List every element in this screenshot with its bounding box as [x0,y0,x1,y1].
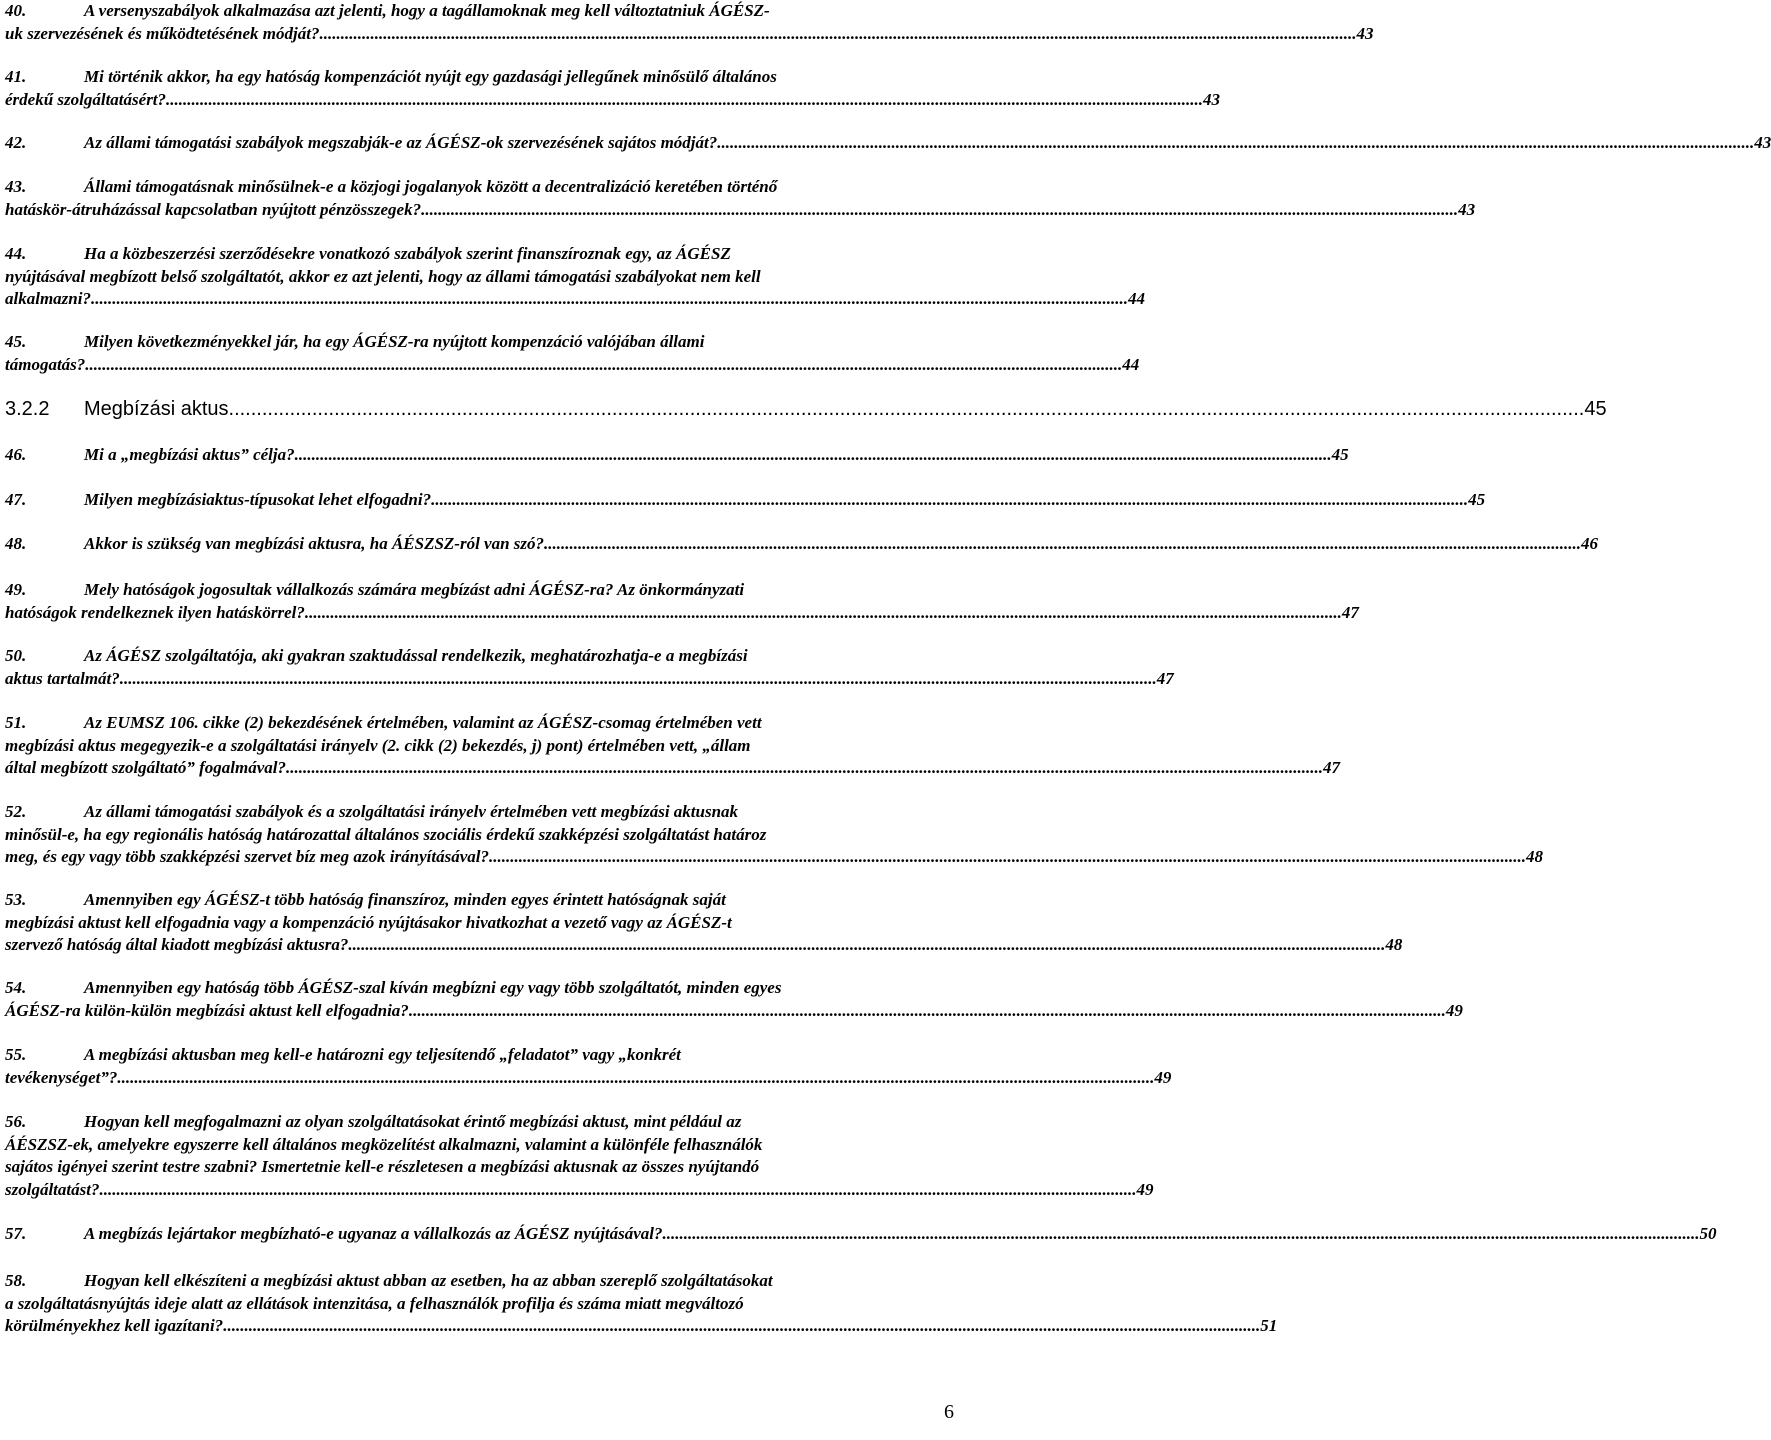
toc-entry-text: Milyen következményekkel jár, ha egy ÁGÉSZ-ra nyújtott kompenzáció valójában állami [84,332,705,351]
toc-entry[interactable] [5,645,1174,690]
toc-entry[interactable] [5,712,1340,780]
dot-leader [409,1000,1446,1023]
toc-entry-text: A versenyszabályok alkalmazása azt jelenti, hogy a tagállamoknak meg kell változtatniuk ÁGÉSZ- [84,1,770,20]
toc-entry-text: uk szervezésének és működtetésének módját? [5,23,320,43]
toc-entry-last-line [5,1179,1154,1202]
toc-entry-line [5,977,878,1000]
toc-entry-page: 49 [1154,1067,1172,1087]
toc-entry[interactable] [5,533,1599,556]
toc-entry-page: 43 [1458,199,1476,219]
toc-entry-last-line [5,668,1174,691]
dot-leader [120,668,1157,691]
dot-leader [223,1315,1260,1338]
toc-entry-text: Hogyan kell megfogalmazni az olyan szolgáltatásokat érintő megbízási aktust, mint például az [84,1112,742,1131]
toc-entry-text: Ha a közbeszerzési szerződésekre vonatkozó szabályok szerint finanszíroznak egy, az ÁGÉSZ [84,244,731,263]
toc-entry-text: megbízási aktus megegyezik-e a szolgáltatási irányelv (2. cikk (2) bekezdés, j) pont) értelmében vett, „állam [5,735,751,755]
toc-entry-text: tevékenységet”? [5,1067,118,1087]
toc-entry-page: 47 [1341,602,1359,622]
toc-entry-page: 47 [1322,758,1340,778]
toc-section-title: Megbízási aktus [84,398,229,420]
toc-entry[interactable] [5,0,1374,45]
toc-entry-last-line [5,23,1374,46]
dot-leader [663,1223,1700,1246]
toc-entry-page: 44 [1122,354,1140,374]
dot-leader [166,89,1203,112]
toc-entry-number: 46. [5,445,27,464]
toc-entry-last-line [5,1067,1172,1090]
toc-entry-line [5,712,878,735]
toc-entry-text: Az EUMSZ 106. cikke (2) bekezdésének értelmében, valamint az ÁGÉSZ-csomag értelmében vett [84,713,762,732]
toc-entry-text: körülményekhez kell igazítani? [5,1316,224,1336]
dot-leader [99,1179,1136,1202]
toc-entry-text: Amennyiben egy hatóság több ÁGÉSZ-szal kíván megbízni egy vagy több szolgáltatót, minden egyes [84,978,782,997]
dot-leader [286,757,1323,780]
toc-entry-number: 53. [5,890,27,909]
dot-leader [85,354,1122,377]
toc-entry-number: 47. [5,490,27,509]
toc-entry-text: megbízási aktust kell elfogadnia vagy a kompenzáció nyújtásakor hivatkozhat a vezető vagy az ÁGÉSZ-t [5,912,732,932]
toc-entry-last-line [5,288,1145,311]
toc-entry-page: 51 [1260,1316,1278,1336]
toc-entry-text: meg, és egy vagy több szakképzési szervet bíz meg azok irányításával? [5,847,489,867]
toc-entry-number: 45. [5,332,27,351]
dot-leader [295,444,1332,467]
toc-section-page: 45 [1584,398,1607,420]
dot-leader [348,934,1385,957]
toc-entry-number: 57. [5,1224,27,1243]
toc-entry-page: 50 [1699,1224,1717,1243]
toc-entry-last-line [5,533,1599,556]
toc-entry[interactable] [5,1044,1172,1089]
toc-section-number: 3.2.2 [5,398,50,420]
toc-entry-page: 47 [1156,668,1174,688]
toc-entry-text: hatóságok rendelkeznek ilyen hatáskörrel? [5,602,305,622]
toc-entry-page: 48 [1525,847,1543,867]
toc-entry-text: aktus tartalmát? [5,668,120,688]
toc-entry-text: Az állami támogatási szabályok megszabják-e az ÁGÉSZ-ok szervezésének sajátos módját? [84,133,718,152]
dot-leader [117,1067,1154,1090]
toc-entry-text: szolgáltatást? [5,1180,100,1200]
toc-entry-number: 50. [5,646,27,665]
toc-entry-last-line [5,602,1359,625]
toc-entry-line [5,801,878,824]
toc-entry-number: 56. [5,1112,27,1131]
toc-entry-text: Mi a „megbízási aktus” célja? [84,445,295,464]
dot-leader [717,132,1754,155]
toc-entry-number: 41. [5,67,27,86]
toc-entry-page: 43 [1356,23,1374,43]
toc-entry-line [5,912,878,935]
toc-entry-page: 49 [1136,1180,1154,1200]
toc-entry-last-line [5,132,1771,155]
toc-entry-page: 45 [1331,445,1349,464]
toc-entry-text: nyújtásával megbízott belső szolgáltatót, akkor ez azt jelenti, hogy az állami támogatási szabályokat nem kell [5,266,761,286]
toc-entry-number: 55. [5,1045,27,1064]
toc-entry-text: sajátos igényei szerint testre szabni? Ismertetnie kell-e részletesen a megbízási aktusnak az összes nyújtandó [5,1157,760,1177]
toc-entry-text: Milyen megbízásiaktus-típusokat lehet elfogadni? [84,490,432,509]
toc-entry-line [5,579,878,602]
toc-entry-text: ÁGÉSZ-ra külön-külön megbízási aktust kell elfogadnia? [5,1000,409,1020]
toc-section-line [5,396,1607,422]
toc-entry-text: Amennyiben egy ÁGÉSZ-t több hatóság finanszíroz, minden egyes érintett hatóságnak saját [84,890,726,909]
toc-entry-page: 43 [1754,133,1771,152]
toc-entry-last-line [5,1315,1278,1338]
dot-leader [421,199,1458,222]
toc-entry-number: 51. [5,713,27,732]
toc-entry-text: alkalmazni? [5,289,91,309]
toc-entry-last-line [5,846,1543,869]
toc-entry[interactable] [5,176,1476,221]
dot-leader [544,533,1581,556]
toc-entry-number: 49. [5,580,27,599]
toc-section-heading[interactable] [5,396,1607,422]
toc-entry-line [5,243,878,266]
toc-entry-page: 49 [1445,1000,1463,1020]
toc-entry-line [5,176,878,199]
toc-entry[interactable] [5,66,1221,111]
toc-entry-text: A megbízás lejártakor megbízható-e ugyanaz a vállalkozás az ÁGÉSZ nyújtásával? [84,1224,663,1243]
toc-entry-last-line [5,354,1140,377]
toc-entry[interactable] [5,889,1403,957]
toc-entry-number: 44. [5,244,27,263]
toc-entry-line [5,824,878,847]
toc-entry-line [5,889,878,912]
toc-entry-number: 42. [5,133,27,152]
toc-entry-page: 43 [1203,89,1221,109]
toc-entry-text: a szolgáltatásnyújtás ideje alatt az ellátások intenzitása, a felhasználók profilja és száma miatt megváltozó [5,1293,744,1313]
toc-entry-text: Mely hatóságok jogosultak vállalkozás számára megbízást adni ÁGÉSZ-ra? Az önkormányzati [84,580,745,599]
toc-entry-number: 52. [5,802,27,821]
toc-entry[interactable] [5,132,1771,155]
toc-entry[interactable] [5,801,1543,869]
toc-entry-line [5,266,878,289]
toc-entry[interactable] [5,1111,1154,1202]
toc-entry-text: Mi történik akkor, ha egy hatóság kompenzációt nyújt egy gazdasági jellegűnek minősülő általános [84,67,777,86]
toc-entry-line [5,1134,878,1157]
toc-entry-line [5,1111,878,1134]
toc-entry[interactable] [5,331,1140,376]
toc-entry-last-line [5,199,1476,222]
toc-entry-last-line [5,89,1221,112]
toc-entry[interactable] [5,977,1463,1022]
toc-entry-line [5,735,878,758]
dot-leader [489,846,1526,869]
toc-entry-number: 40. [5,1,27,20]
toc-entry-text: Akkor is szükség van megbízási aktusra, ha ÁÉSZSZ-ról van szó? [84,534,545,553]
toc-entry-text: hatáskör-átruházással kapcsolatban nyújtott pénzösszegek? [5,199,422,219]
toc-entry-page: 45 [1468,490,1486,509]
toc-entry-line [5,0,878,23]
toc-entry-number: 58. [5,1271,27,1290]
toc-entry-number: 43. [5,177,27,196]
toc-entry-last-line [5,444,1349,467]
toc-entry-line [5,331,878,354]
toc-entry-line [5,1293,878,1316]
toc-entry-last-line [5,757,1340,780]
toc-entry-page: 48 [1385,935,1403,955]
toc-entry-text: érdekű szolgáltatásért? [5,89,167,109]
toc-entry-line [5,1270,878,1293]
toc-entry-page: 46 [1581,534,1599,553]
toc-entry-line [5,66,878,89]
toc-entry-text: ÁÉSZSZ-ek, amelyekre egyszerre kell általános megközelítést alkalmazni, valamint a különféle felhasználók [5,1134,763,1154]
toc-entry[interactable] [5,444,1349,467]
toc-entry-last-line [5,934,1403,957]
toc-entry-text: Hogyan kell elkészíteni a megbízási aktust abban az esetben, ha az abban szereplő szolgáltatásokat [84,1271,773,1290]
toc-entry-line [5,1156,878,1179]
toc-entry-text: A megbízási aktusban meg kell-e határozni egy teljesítendő „feladatot” vagy „konkrét [84,1045,681,1064]
toc-entry-last-line [5,1000,1463,1023]
toc-entry-number: 54. [5,978,27,997]
toc-entry[interactable] [5,489,1486,512]
dot-leader [91,288,1128,311]
dot-leader [431,489,1468,512]
page-number: 6 [944,1401,954,1423]
toc-entry-line [5,1044,878,1067]
toc-entry[interactable] [5,243,1145,311]
toc-entry-text: támogatás? [5,354,86,374]
toc-entry[interactable] [5,1270,1278,1338]
toc-entry-text: minősül-e, ha egy regionális hatóság határozattal általános szociális érdekű szakképzési szolgáltatást határoz [5,824,767,844]
toc-entry[interactable] [5,579,1359,624]
toc-entry-text: Állami támogatásnak minősülnek-e a közjogi jogalanyok között a decentralizáció keretében történő [84,177,778,196]
toc-entry-text: szervező hatóság által kiadott megbízási aktusra? [5,935,349,955]
toc-entry-line [5,645,878,668]
toc-entry-page: 44 [1127,289,1145,309]
dot-leader [319,23,1356,46]
dot-leader [229,396,1585,422]
toc-entry-text: Az ÁGÉSZ szolgáltatója, aki gyakran szaktudással rendelkezik, meghatározhatja-e a megbízási [84,646,748,665]
toc-entry-last-line [5,489,1486,512]
toc-entry-text: által megbízott szolgáltató” fogalmával? [5,758,286,778]
toc-entry-last-line [5,1223,1717,1246]
toc-entry[interactable] [5,1223,1717,1246]
toc-entry-number: 48. [5,534,27,553]
dot-leader [305,602,1342,625]
toc-entry-text: Az állami támogatási szabályok és a szolgáltatási irányelv értelmében vett megbízási aktusnak [84,802,739,821]
